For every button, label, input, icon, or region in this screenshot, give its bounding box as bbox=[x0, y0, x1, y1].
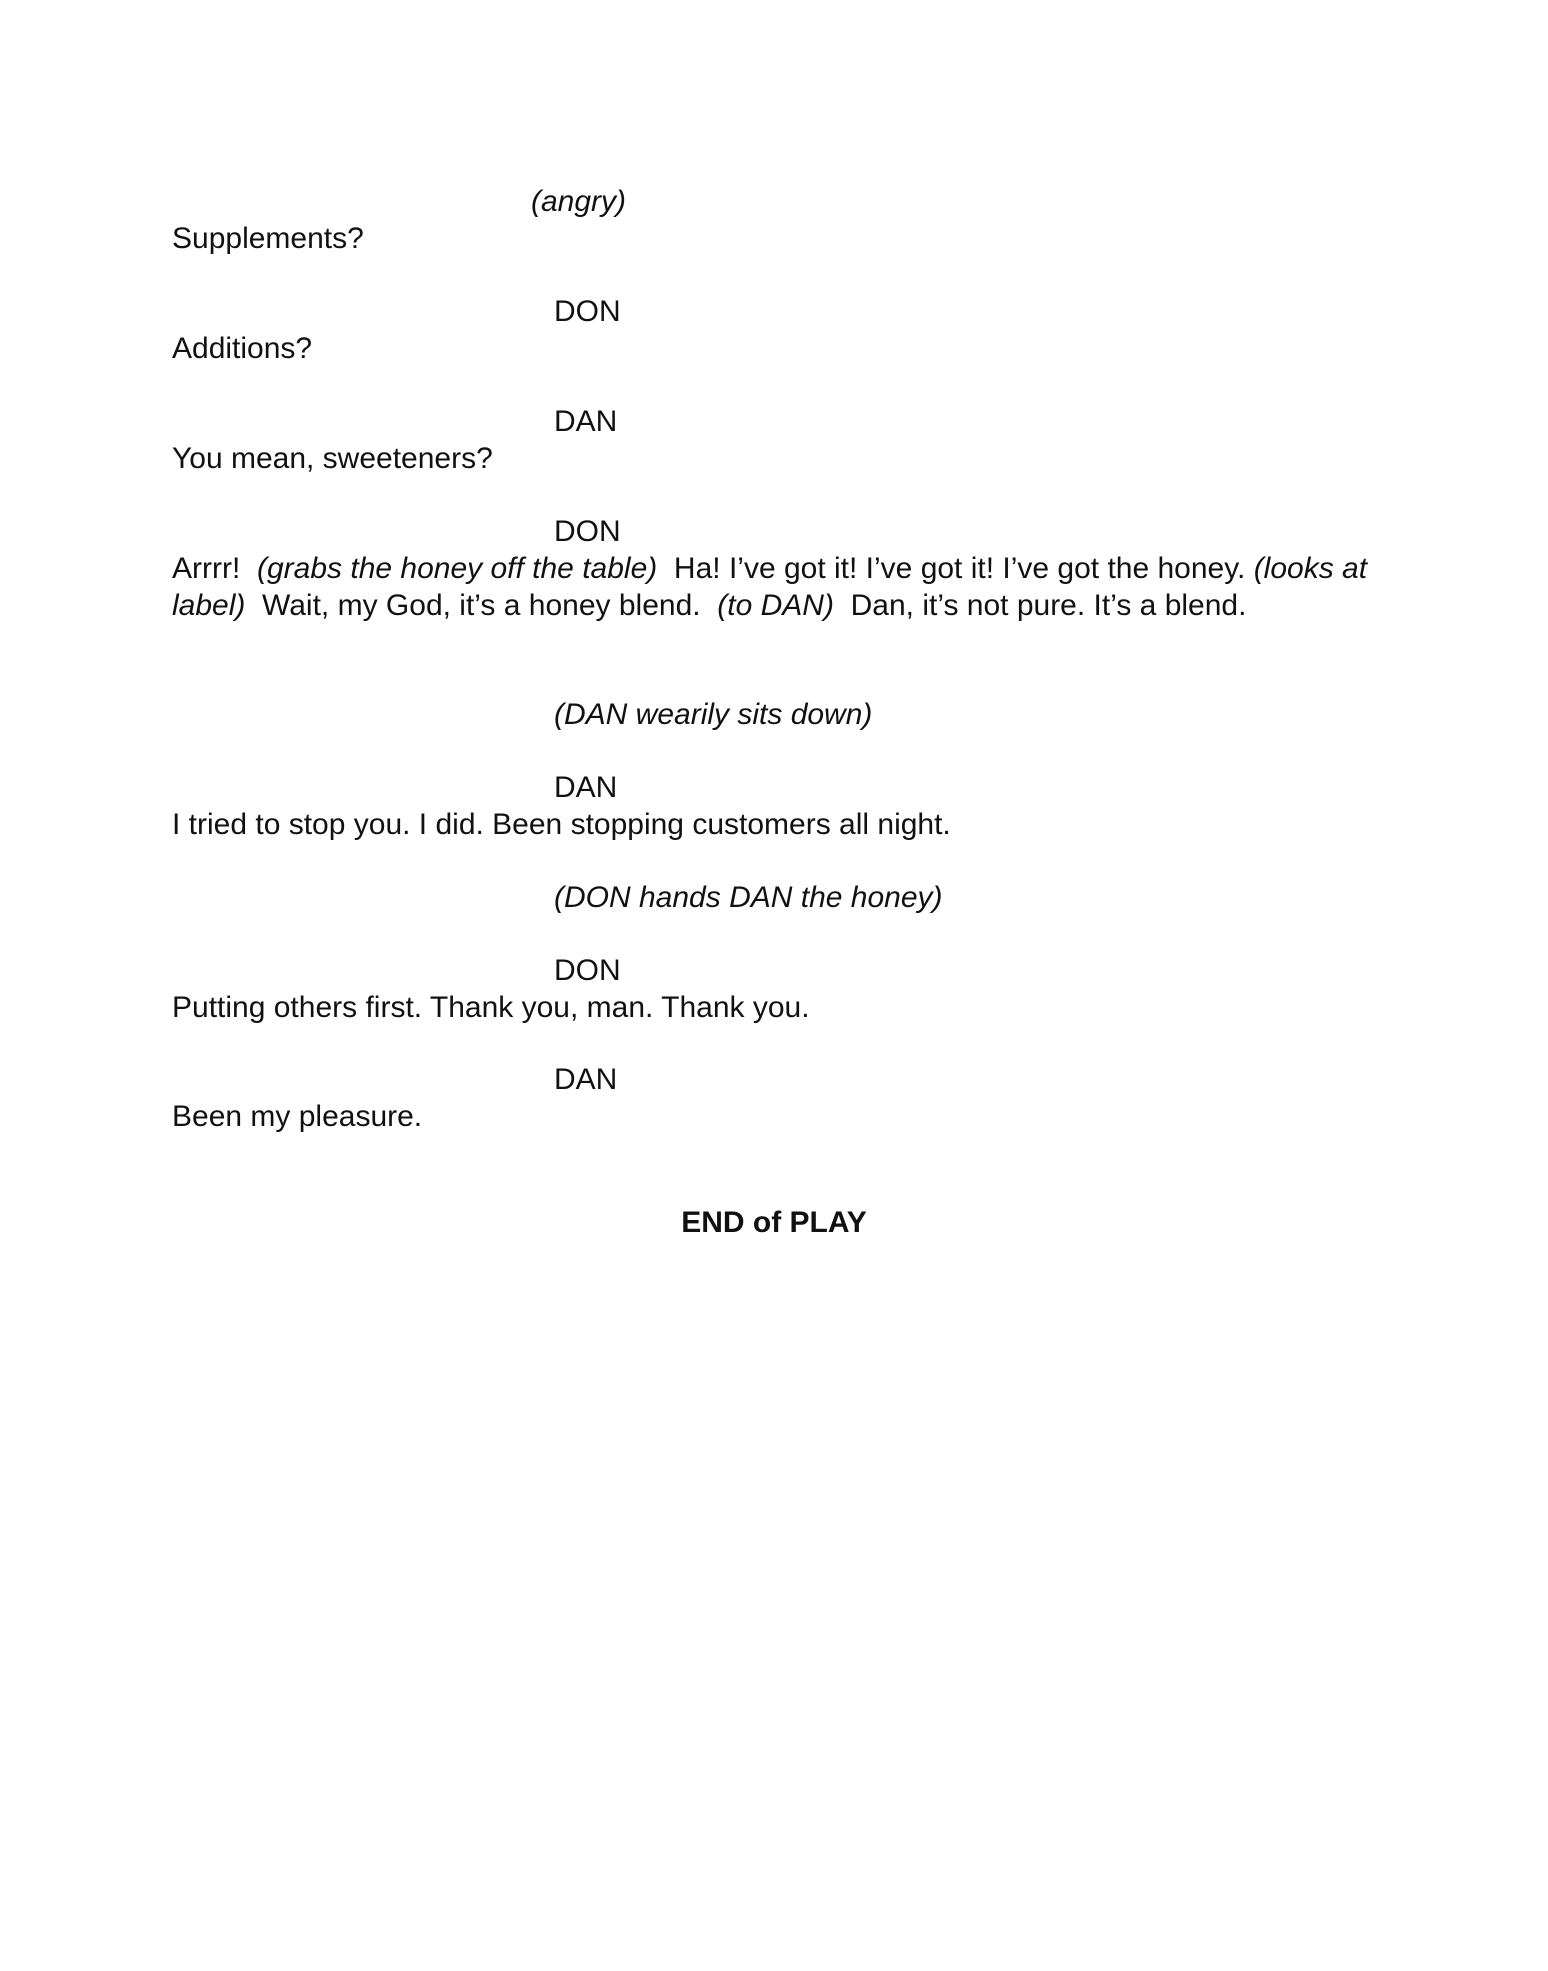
speech-text: Ha! I’ve got it! I’ve got it! I’ve got the honey. bbox=[673, 552, 1246, 585]
parenthetical-grabs-honey: (grabs the honey off the table) bbox=[256, 552, 658, 585]
character-cue-don: DON bbox=[554, 295, 621, 328]
dialogue-honey-blend bbox=[172, 551, 1392, 624]
character-cue-don: DON bbox=[554, 515, 621, 548]
speech-text: Wait, my God, it’s a honey blend. bbox=[262, 588, 701, 622]
dialogue-additions: Additions? bbox=[172, 332, 313, 365]
character-cue-dan: DAN bbox=[554, 1063, 618, 1096]
dialogue-pleasure: Been my pleasure. bbox=[172, 1100, 423, 1133]
dialogue-thank-you: Putting others first. Thank you, man. Thank you. bbox=[172, 991, 810, 1024]
dialogue-tried-to-stop: I tried to stop you. I did. Been stopping customers all night. bbox=[172, 808, 951, 841]
stage-direction-dan-sits: (DAN wearily sits down) bbox=[554, 698, 873, 731]
parenthetical-angry: (angry) bbox=[531, 185, 627, 218]
parenthetical-to-dan: (to DAN) bbox=[717, 588, 834, 622]
stage-direction-don-hands: (DON hands DAN the honey) bbox=[554, 881, 943, 914]
speech-text: Arrrr! bbox=[172, 552, 241, 585]
character-cue-dan: DAN bbox=[554, 771, 618, 804]
dialogue-supplements: Supplements? bbox=[172, 222, 364, 255]
parenthetical-looks-at-label: (looks at label) bbox=[172, 552, 1368, 622]
character-cue-dan: DAN bbox=[554, 405, 618, 438]
dialogue-sweeteners: You mean, sweeteners? bbox=[172, 442, 493, 475]
character-cue-don: DON bbox=[554, 954, 621, 987]
speech-text: Dan, it’s not pure. It’s a blend. bbox=[850, 588, 1247, 622]
end-of-play-title: END of PLAY bbox=[681, 1206, 867, 1239]
